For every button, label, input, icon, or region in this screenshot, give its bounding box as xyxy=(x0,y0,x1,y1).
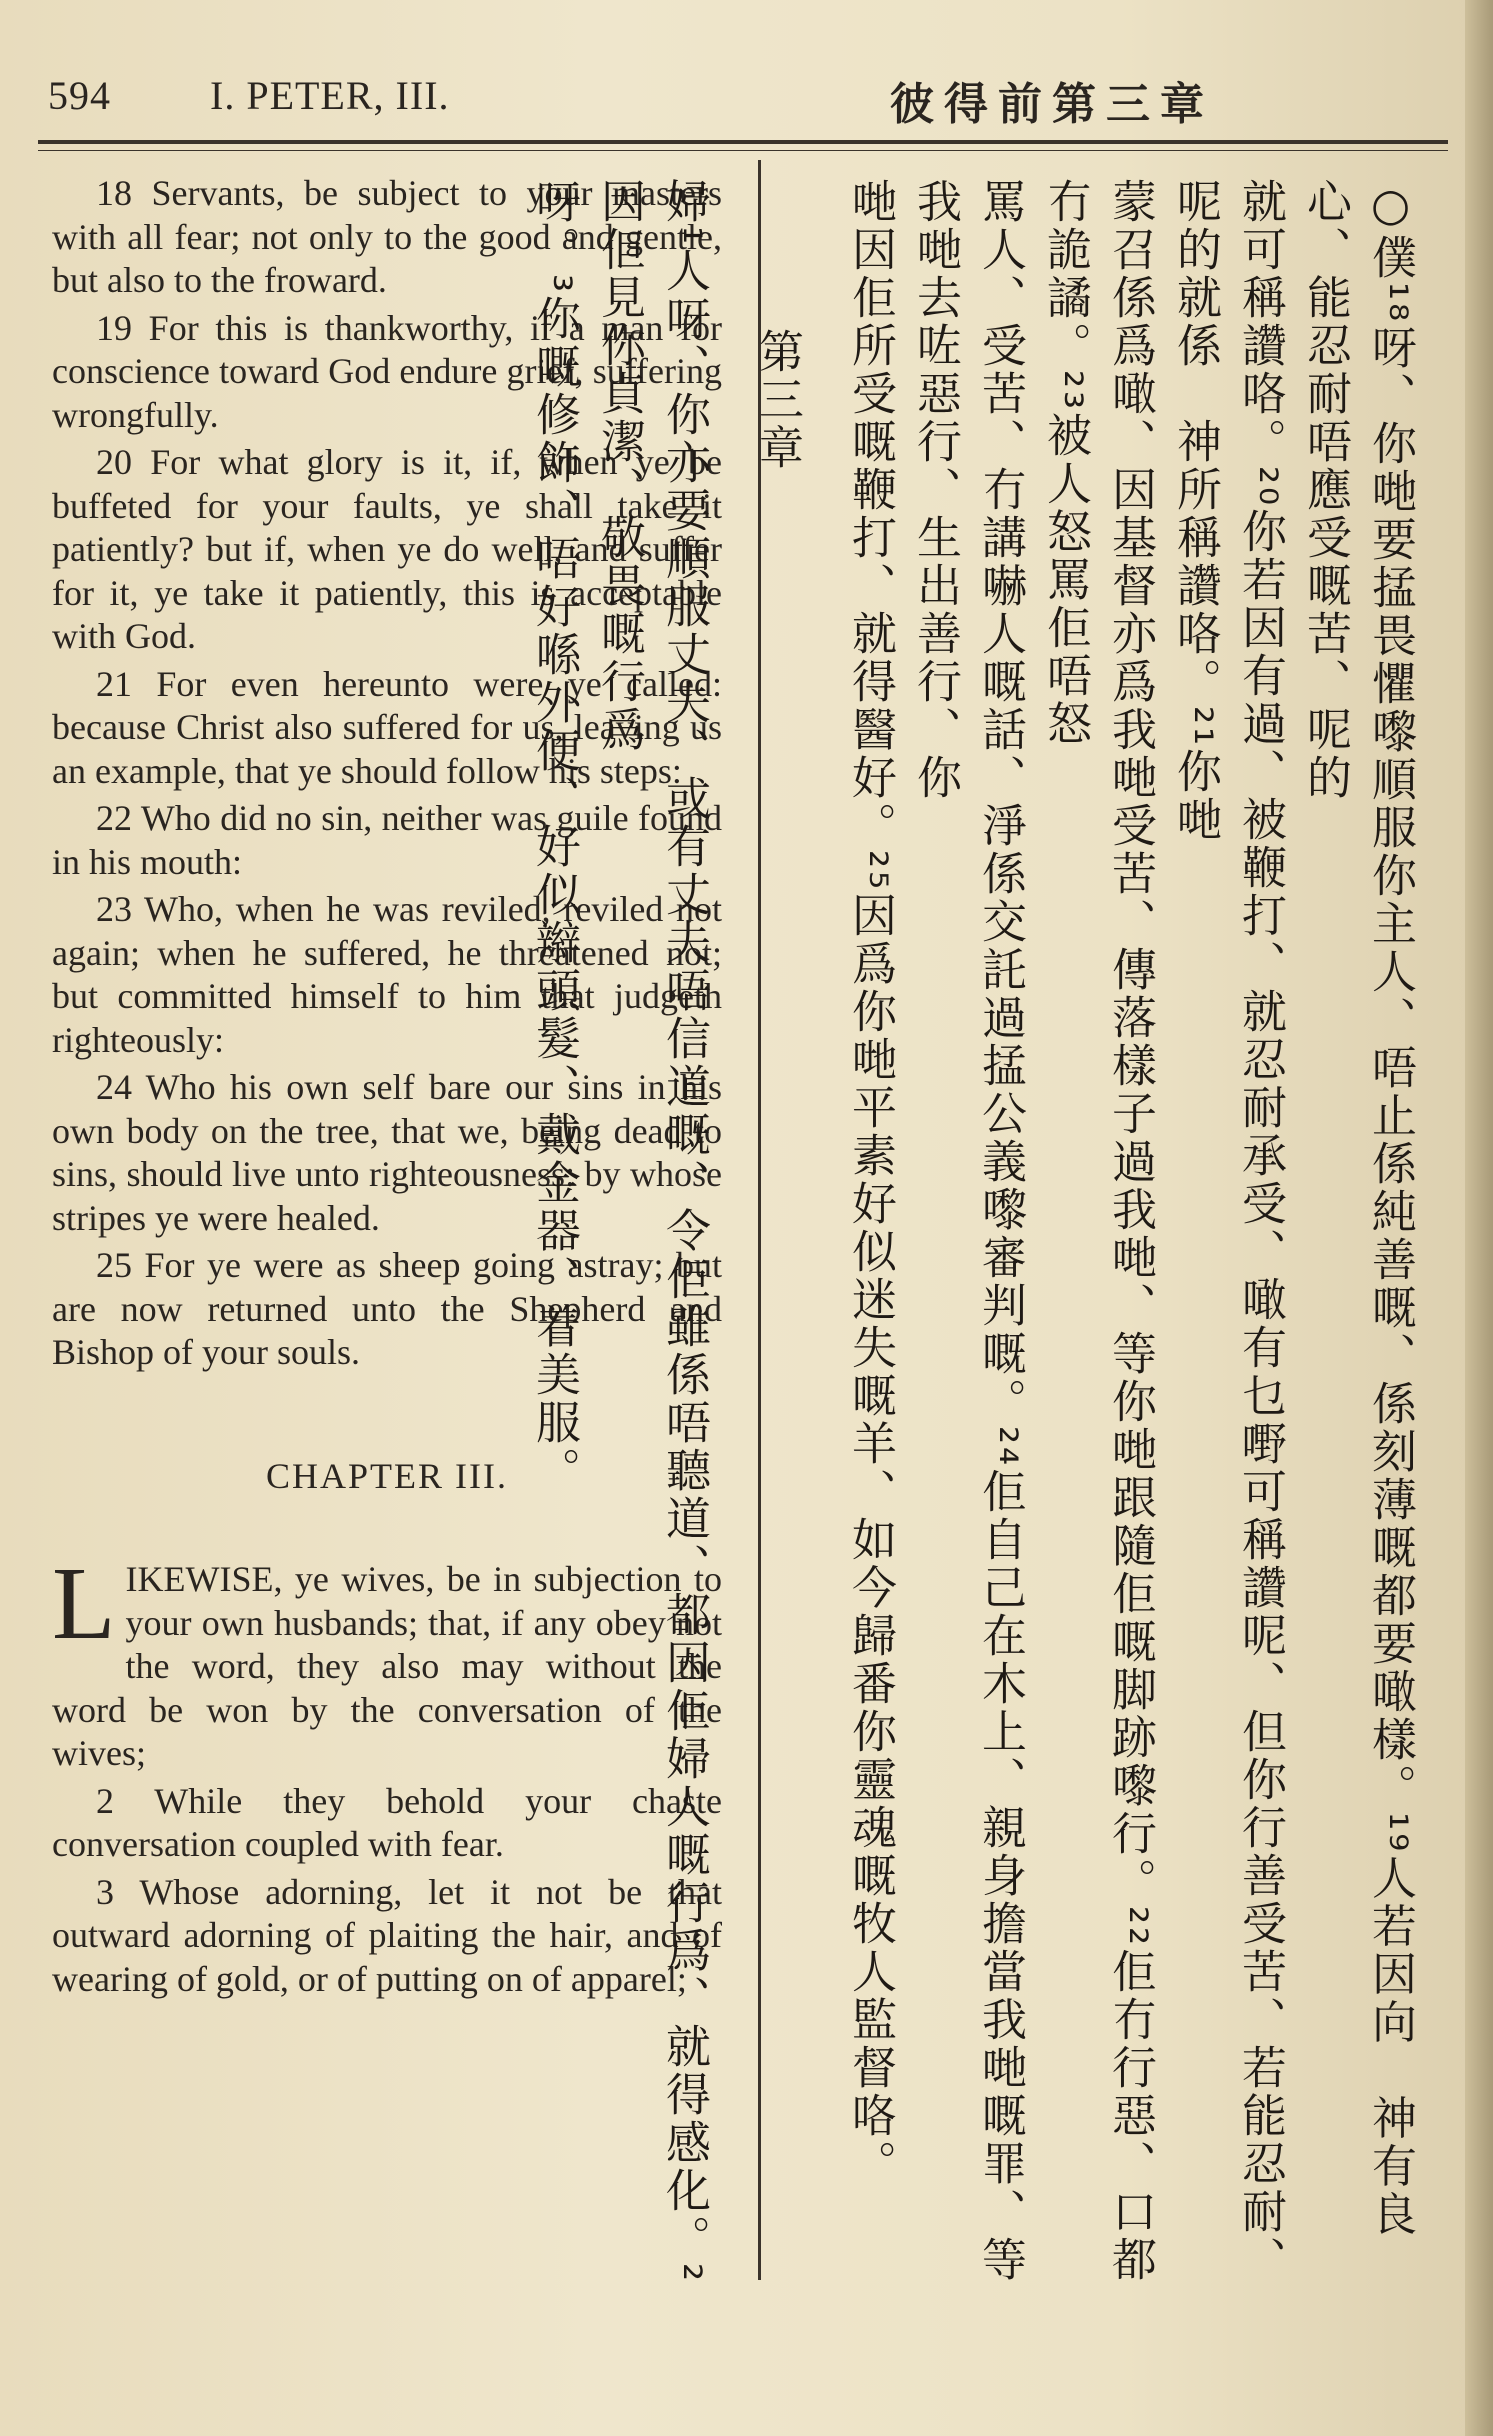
chinese-line-8: 呀。³你嘅修飾、唔好喺外便、好似辮頭髮、戴金器、着美服。 xyxy=(528,178,581,1496)
verse-25: 25 For ye were as sheep going astray; but are now returned unto the Shepherd and Bishop of your souls. xyxy=(52,1245,722,1372)
verse-20: 20 For what glory is it, if, when ye be buffeted for your faults, ye shall take it patiently? but if, when ye do well, and suffer for it, ye take it patiently, this is acceptable with God. xyxy=(52,442,722,656)
verse-24: 24 Who his own self bare our sins in his own body on the tree, that we, being dead to sins, should live unto righteousness: by whose stripes ye were healed. xyxy=(52,1067,722,1238)
page-number: 594 xyxy=(48,73,111,118)
page-header-english xyxy=(48,72,450,119)
chapter3-verse-1-text: IKEWISE, ye wives, be in subjection to your own husbands; that, if any obey not the word, they also may without the word be won by the conversation of the wives; xyxy=(52,1559,722,1773)
chapter3-verse-2: 2 While they behold your chaste conversation coupled with fear. xyxy=(52,1780,722,1864)
verse-18: 18 Servants, be subject to your masters with all fear; not only to the good and gentle, but also to the froward. xyxy=(52,173,722,300)
book-spine xyxy=(1465,0,1493,2436)
verse-22: 22 Who did no sin, neither was guile found in his mouth: xyxy=(52,798,722,882)
verse-19: 19 For this is thankworthy, if a man for conscience toward God endure grief, suffering wrongfully. xyxy=(52,307,722,435)
running-title-english: I. PETER, III. xyxy=(210,73,450,118)
running-title-chinese: 彼得前第三章 xyxy=(890,79,1214,130)
verse-23: 23 Who, when he was reviled, reviled not again; when he suffered, he threatened not; but committed himself to him that judgeth righteously: xyxy=(52,889,722,1060)
verse-21: 21 For even hereunto were ye called: because Christ also suffered for us, leaving us an example, that ye should follow his steps: xyxy=(52,663,722,791)
chinese-chapter-heading: 第三章 xyxy=(751,328,804,472)
drop-cap: L xyxy=(52,1546,116,1661)
chapter3-verse-3: 3 Whose adorning, let it not be that outward adorning of plaiting the hair, and of wearing of gold, or of putting on of apparel; xyxy=(52,1871,722,1999)
header-rule xyxy=(38,140,1448,144)
header-rule-thin xyxy=(38,150,1448,151)
chinese-line-7: 婦¹人呀、你亦要順服丈夫、或有丈夫唔信道嘅、令佢雖係唔聽道、都因佢婦人嘅行爲、就得感化。²因佢見你貞潔、敬畏嘅行爲 xyxy=(593,178,711,2285)
chinese-line-1: ○僕¹⁸呀、你哋要掹畏懼嚟順服你主人、唔止係純善嘅、係刻薄嘅都要噉樣。¹⁹人若因向 神有良心、能忍耐唔應受嘅苦、呢的 xyxy=(1299,178,1417,2239)
chinese-line-4: 罵人、受苦、冇講嚇人嘅話、淨係交託過掹公義嚟審判嘅。²⁴佢自己在木上、親身擔當我哋嘅罪、等我哋去咗惡行、生出善行、你 xyxy=(909,178,1027,2285)
chinese-line-5: 哋因佢所受嘅鞭打、就得醫好。²⁵因爲你哋平素好似迷失嘅羊、如今歸番你靈魂嘅牧人監督咯。 xyxy=(844,178,897,2189)
chinese-line-3: 蒙召係爲噉、因基督亦爲我哋受苦、傳落樣子過我哋、等你哋跟隨佢嘅脚跡嚟行。²²佢冇行惡、口都冇詭譎。²³被人怒罵佢唔怒 xyxy=(1039,178,1157,2285)
chapter-heading: CHAPTER III. xyxy=(266,1455,508,1496)
chinese-column xyxy=(522,178,1423,2318)
chinese-line-2: 就可稱讚咯。²⁰你若因有過、被鞭打、就忍耐承受、噉有乜嘢可稱讚呢、但你行善受苦、若能忍耐、呢的就係 神所稱讚咯。²¹你哋 xyxy=(1169,178,1287,2285)
